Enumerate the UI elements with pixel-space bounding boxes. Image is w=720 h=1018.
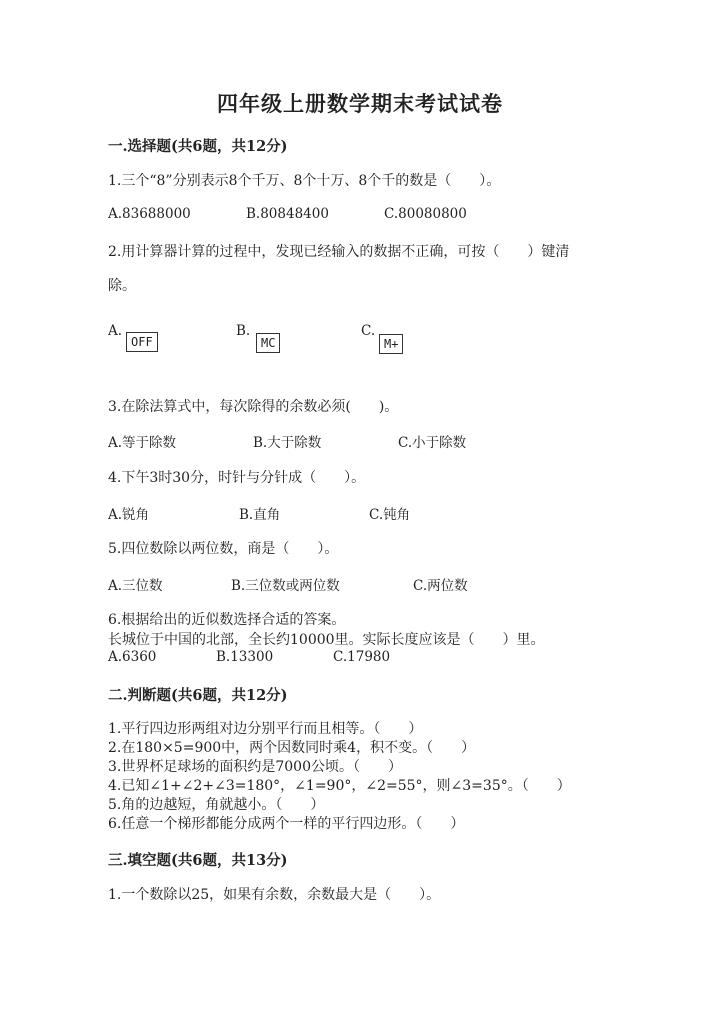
option-1-6-b: B.13300	[216, 649, 274, 665]
question-1-6-line2: 长城位于中国的北部，全长约10000里。实际长度应该是（ ）里。	[108, 632, 545, 648]
mc-key-icon	[256, 332, 280, 353]
question-1-4: 4.下午3时30分，时针与分针成（ ）。	[108, 470, 366, 486]
option-1-6-c: C.17980	[333, 649, 391, 665]
page-title: 四年级上册数学期末考试试卷	[217, 91, 503, 116]
option-1-4-c: C.钝角	[369, 507, 411, 523]
option-1-3-a: A.等于除数	[108, 435, 177, 451]
judge-item: 5.角的边越短，角就越小。（ ）	[108, 797, 325, 813]
judge-item: 4.已知∠1+∠2+∠3=180°，∠1=90°，∠2=55°，则∠3=35°。（ ）	[108, 778, 571, 794]
option-1-4-b: B.直角	[239, 507, 281, 523]
option-1-5-b: B.三位数或两位数	[231, 578, 340, 594]
section-heading-judge: 二.判断题(共6题，共12分)	[108, 687, 288, 704]
option-1-1-b: B.80848400	[246, 206, 329, 222]
question-1-5: 5.四位数除以两位数，商是（ ）。	[108, 541, 339, 557]
m-plus-key-icon	[379, 333, 403, 354]
judge-item: 6.任意一个梯形都能分成两个一样的平行四边形。（ ）	[108, 816, 465, 832]
option-1-2-c: C.	[361, 323, 376, 339]
option-1-3-c: C.小于除数	[398, 435, 467, 451]
question-3-1: 1.一个数除以25，如果有余数，余数最大是（ ）。	[108, 887, 441, 903]
section-heading-choice: 一.选择题(共6题，共12分)	[108, 138, 288, 155]
judge-item: 1.平行四边形两组对边分别平行而且相等。（ ）	[108, 721, 423, 737]
option-1-5-a: A.三位数	[108, 578, 163, 594]
option-1-2-a: A.	[108, 323, 123, 339]
option-1-3-b: B.大于除数	[253, 435, 322, 451]
judge-item: 2.在180×5=900中，两个因数同时乘4，积不变。（ ）	[108, 740, 476, 756]
option-1-5-c: C.两位数	[413, 578, 468, 594]
question-1-1: 1.三个“8”分别表示8个千万、8个十万、8个千的数是（ ）。	[108, 173, 501, 189]
off-key-label: OFF	[126, 332, 158, 352]
mc-key-label: MC	[256, 333, 280, 353]
option-1-2-b: B.	[236, 323, 251, 339]
question-1-6-line1: 6.根据给出的近似数选择合适的答案。	[108, 612, 346, 628]
question-1-2-line2: 除。	[108, 278, 136, 294]
option-1-4-a: A.锐角	[108, 507, 150, 523]
judge-item: 3.世界杯足球场的面积约是7000公顷。（ ）	[108, 759, 402, 775]
option-1-6-a: A.6360	[108, 649, 157, 665]
question-1-2-line1: 2.用计算器计算的过程中，发现已经输入的数据不正确，可按（ ）键清	[108, 244, 570, 260]
option-1-1-a: A.83688000	[108, 206, 191, 222]
option-1-1-c: C.80080800	[384, 206, 467, 222]
m-plus-key-label: M+	[379, 334, 403, 354]
section-heading-fill: 三.填空题(共6题，共13分)	[108, 852, 288, 869]
off-key-icon	[126, 331, 158, 352]
question-1-3: 3.在除法算式中，每次除得的余数必须( )。	[108, 399, 399, 415]
